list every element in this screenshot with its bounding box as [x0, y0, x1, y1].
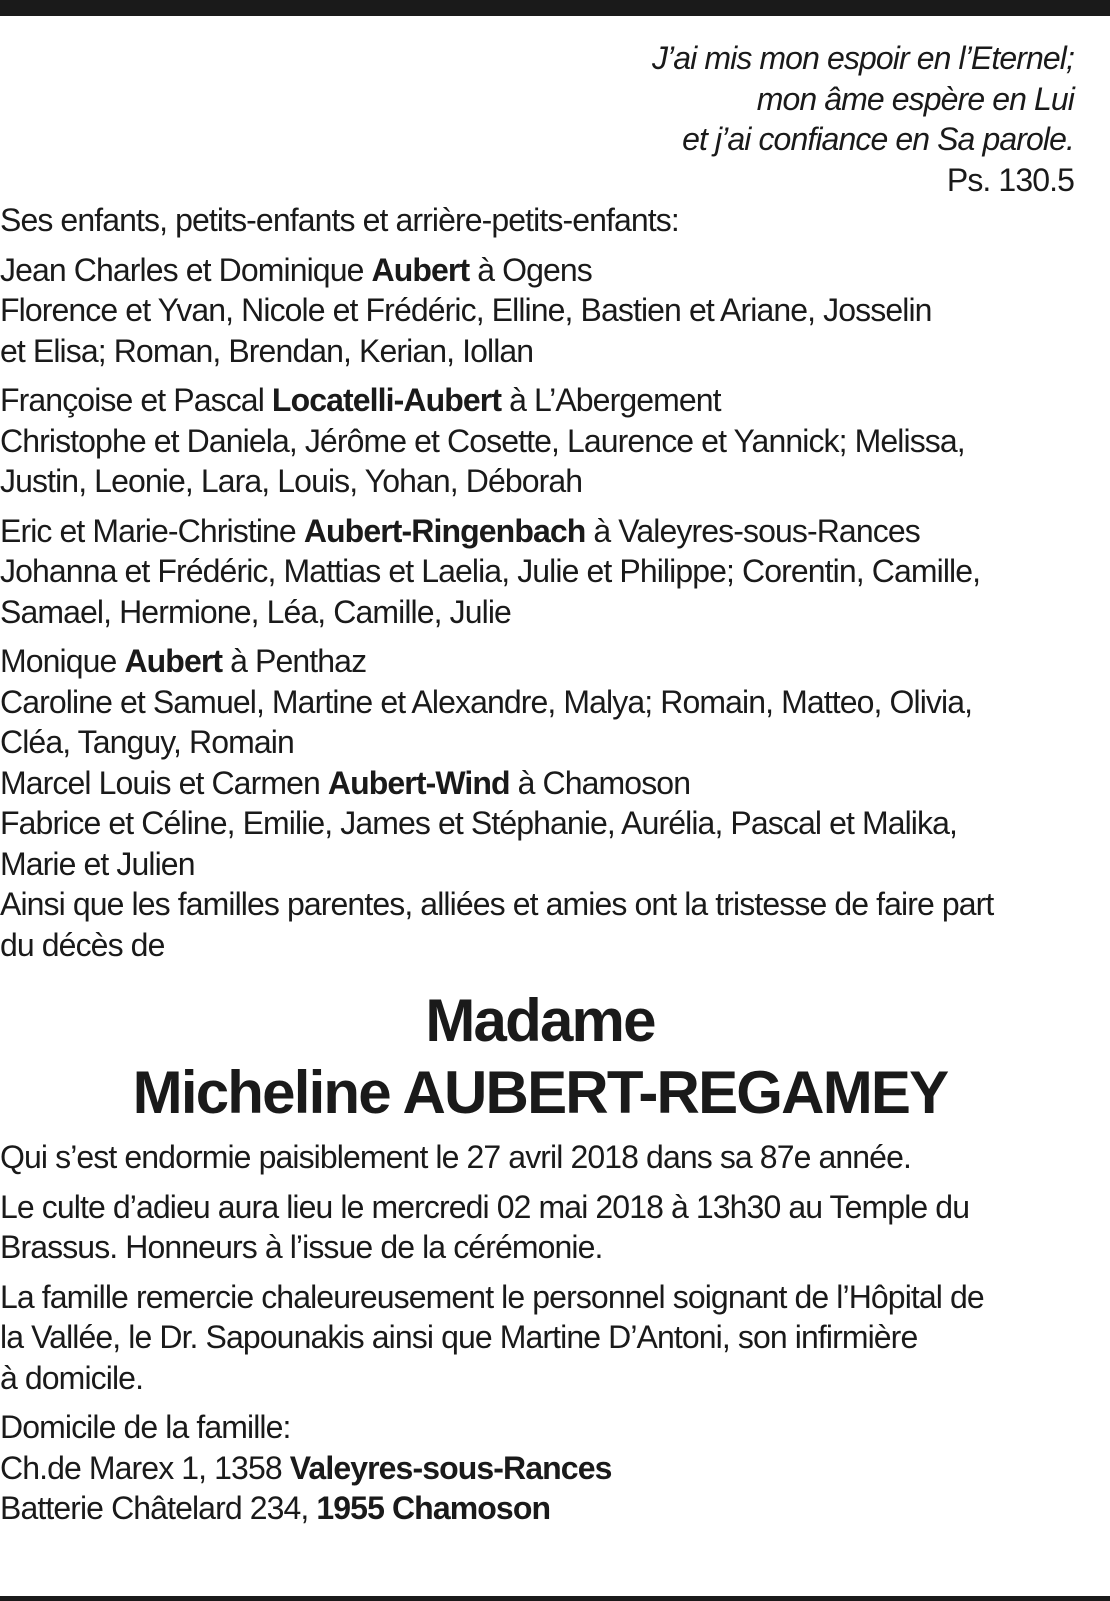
- family-surname: Aubert-Wind: [327, 764, 510, 801]
- deceased-title: Madame: [425, 987, 655, 1054]
- domicile-place: 1955 Chamoson: [316, 1490, 551, 1526]
- family-members-line: Justin, Leonie, Lara, Louis, Yohan, Déborah: [0, 463, 583, 499]
- announcement: [0, 884, 1100, 965]
- domicile-place: Valeyres-sous-Rances: [289, 1449, 612, 1486]
- thanks: [0, 1277, 1100, 1399]
- family-members-line: Christophe et Daniela, Jérôme et Cosette, Laurence et Yannick; Melissa,: [0, 422, 965, 459]
- epigraph: [0, 38, 1100, 200]
- family-head: Jean Charles et Dominique Aubert à Ogens: [0, 251, 592, 288]
- family-members-line: Johanna et Frédéric, Mattias et Laelia, Julie et Philippe; Corentin, Camille,: [0, 553, 981, 589]
- family-group: [0, 250, 1100, 372]
- bottom-rule: [0, 1596, 1110, 1601]
- epigraph-reference: Ps. 130.5: [946, 161, 1074, 198]
- family-surname: Aubert: [124, 643, 223, 679]
- family-members-line: Fabrice et Céline, Emilie, James et Stéphanie, Aurélia, Pascal et Malika,: [0, 805, 958, 841]
- family-head: Monique Aubert à Penthaz: [0, 643, 367, 679]
- family-members-line: et Elisa; Roman, Brendan, Kerian, Iollan: [0, 332, 534, 369]
- domicile-label: Domicile de la famille:: [0, 1409, 291, 1445]
- thanks-line: à domicile.: [0, 1359, 144, 1396]
- domicile-address: Batterie Châtelard 234, 1955 Chamoson: [0, 1490, 551, 1526]
- family-members-line: Caroline et Samuel, Martine et Alexandre, Malya; Romain, Matteo, Olivia,: [0, 683, 973, 720]
- service-line: Brassus. Honneurs à l’issue de la cérémonie.: [0, 1229, 603, 1265]
- family-group: [0, 511, 1100, 633]
- intro-text: Ses enfants, petits-enfants et arrière-petits-enfants:: [0, 202, 679, 238]
- family-members-line: Marie et Julien: [0, 845, 195, 882]
- obituary-notice: [0, 38, 1100, 1529]
- family-head: Eric et Marie-Christine Aubert-Ringenbach à Valeyres-sous-Rances: [0, 512, 920, 549]
- domicile-address: Ch.de Marex 1, 1358 Valeyres-sous-Rances: [0, 1449, 612, 1486]
- deceased-name-heading: [0, 985, 1100, 1129]
- family-surname: Aubert-Ringenbach: [303, 512, 586, 549]
- announcement-line: du décès de: [0, 926, 165, 963]
- family-members-line: Samael, Hermione, Léa, Camille, Julie: [0, 593, 511, 630]
- family-group: [0, 763, 1100, 885]
- family-surname: Locatelli-Aubert: [271, 382, 502, 418]
- family-head: Marcel Louis et Carmen Aubert-Wind à Chamoson: [0, 764, 691, 801]
- epigraph-verse-line: mon âme espère en Lui: [756, 80, 1074, 117]
- thanks-line: La famille remercie chaleureusement le personnel soignant de l’Hôpital de: [0, 1278, 984, 1315]
- epigraph-verse-line: J’ai mis mon espoir en l’Eternel;: [651, 40, 1074, 76]
- family-head: Françoise et Pascal Locatelli-Aubert à L’Abergement: [0, 382, 721, 418]
- family-group: [0, 380, 1100, 502]
- announcement-line: Ainsi que les familles parentes, alliées et amies ont la tristesse de faire part: [0, 886, 994, 922]
- service-line: Le culte d’adieu aura lieu le mercredi 02 mai 2018 à 13h30 au Temple du: [0, 1188, 970, 1225]
- family-group: [0, 641, 1100, 763]
- service-info: [0, 1187, 1100, 1268]
- family-surname: Aubert: [371, 251, 470, 288]
- family-members-line: Cléa, Tanguy, Romain: [0, 724, 294, 760]
- thanks-line: la Vallée, le Dr. Sapounakis ainsi que Martine D’Antoni, son infirmière: [0, 1319, 918, 1355]
- top-rule: [0, 0, 1110, 16]
- epigraph-verse-line: et j’ai confiance en Sa parole.: [682, 121, 1074, 157]
- death-notice: Qui s’est endormie paisiblement le 27 avril 2018 dans sa 87e année.: [0, 1139, 911, 1175]
- family-members-line: Florence et Yvan, Nicole et Frédéric, Elline, Bastien et Ariane, Josselin: [0, 292, 932, 328]
- family-domicile: [0, 1407, 1100, 1529]
- deceased-name: Micheline AUBERT-REGAMEY: [132, 1059, 948, 1126]
